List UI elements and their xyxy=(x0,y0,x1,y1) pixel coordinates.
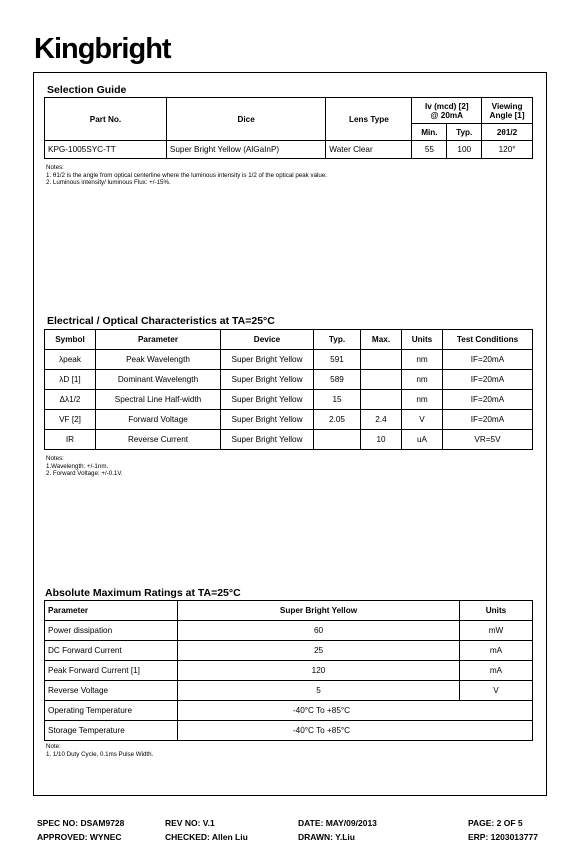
cell-value: 120 xyxy=(178,661,460,681)
electrical-table xyxy=(44,329,533,450)
table-row xyxy=(45,681,533,701)
cell-min: 55 xyxy=(412,141,447,159)
table-row xyxy=(45,141,533,159)
cell-parameter: DC Forward Current xyxy=(45,641,178,661)
page-number: PAGE: 2 OF 5 xyxy=(468,818,523,828)
cell-value: 5 xyxy=(178,681,460,701)
note-line: 1. 1/10 Duty Cycle, 0.1ms Pulse Width. xyxy=(46,750,154,758)
approved-by: APPROVED: WYNEC xyxy=(37,832,122,842)
cell-device: Super Bright Yellow xyxy=(221,410,314,430)
cell-parameter: Reverse Current xyxy=(96,430,221,450)
header-typ: Typ. xyxy=(447,124,482,141)
absolute-ratings-table xyxy=(44,600,533,741)
header-parameter: Parameter xyxy=(96,330,221,350)
table-row xyxy=(45,350,533,370)
cell-device: Super Bright Yellow xyxy=(221,390,314,410)
cell-typ xyxy=(314,430,361,450)
cell-parameter: Operating Temperature xyxy=(45,701,178,721)
cell-device: Super Bright Yellow xyxy=(221,350,314,370)
cell-part-no: KPG-1005SYC-TT xyxy=(45,141,167,159)
header-typ: Typ. xyxy=(314,330,361,350)
table-row xyxy=(45,430,533,450)
cell-device: Super Bright Yellow xyxy=(221,430,314,450)
cell-units: V xyxy=(402,410,443,430)
note-line: Notes: xyxy=(46,164,64,171)
header-max: Max. xyxy=(361,330,402,350)
header-device: Device xyxy=(221,330,314,350)
cell-value: 25 xyxy=(178,641,460,661)
cell-parameter: Dominant Wavelength xyxy=(96,370,221,390)
cell-parameter: Storage Temperature xyxy=(45,721,178,741)
cell-condition: VR=5V xyxy=(443,430,533,450)
checked-by: CHECKED: Allen Liu xyxy=(165,832,248,842)
selection-guide-title: Selection Guide xyxy=(47,84,127,96)
absolute-ratings-title: Absolute Maximum Ratings at TA=25°C xyxy=(45,587,241,599)
note-line: 1.Wavelength: +/-1nm. xyxy=(46,462,109,470)
cell-value: -40°C To +85°C xyxy=(178,721,533,741)
header-dice: Dice xyxy=(166,98,325,141)
cell-device: Super Bright Yellow xyxy=(221,370,314,390)
cell-typ: 100 xyxy=(447,141,482,159)
cell-units: mA xyxy=(460,641,533,661)
electrical-title: Electrical / Optical Characteristics at TA=25°C xyxy=(47,315,275,327)
header-min: Min. xyxy=(412,124,447,141)
cell-angle: 120° xyxy=(482,141,533,159)
table-row xyxy=(45,621,533,641)
table-row xyxy=(45,641,533,661)
cell-parameter: Power dissipation xyxy=(45,621,178,641)
cell-lens: Water Clear xyxy=(326,141,412,159)
cell-condition: IF=20mA xyxy=(443,410,533,430)
electrical-notes xyxy=(46,455,123,478)
cell-units: V xyxy=(460,681,533,701)
cell-symbol: IR xyxy=(45,430,96,450)
table-row xyxy=(45,390,533,410)
cell-typ: 589 xyxy=(314,370,361,390)
cell-units: nm xyxy=(402,370,443,390)
date: DATE: MAY/09/2013 xyxy=(298,818,377,828)
cell-parameter: Peak Wavelength xyxy=(96,350,221,370)
table-row xyxy=(45,721,533,741)
header-super-bright-yellow: Super Bright Yellow xyxy=(178,601,460,621)
note-line: 2. Luminous intensity/ luminous Flux: +/-15%. xyxy=(46,179,171,186)
cell-parameter: Reverse Voltage xyxy=(45,681,178,701)
cell-value: -40°C To +85°C xyxy=(178,701,533,721)
header-units: Units xyxy=(402,330,443,350)
erp-number: ERP: 1203013777 xyxy=(468,832,538,842)
cell-typ: 15 xyxy=(314,390,361,410)
cell-condition: IF=20mA xyxy=(443,370,533,390)
absolute-notes xyxy=(46,743,153,758)
cell-typ: 2.05 xyxy=(314,410,361,430)
note-line: 2. Forward Voltage: +/-0.1V. xyxy=(46,470,123,477)
header-test-conditions: Test Conditions xyxy=(443,330,533,350)
cell-parameter: Peak Forward Current [1] xyxy=(45,661,178,681)
cell-condition: IF=20mA xyxy=(443,350,533,370)
table-row xyxy=(45,661,533,681)
cell-typ: 591 xyxy=(314,350,361,370)
cell-max: 10 xyxy=(361,430,402,450)
selection-guide-table xyxy=(44,97,533,159)
cell-symbol: VF [2] xyxy=(45,410,96,430)
header-iv: Iv (mcd) [2] @ 20mA xyxy=(412,98,482,124)
cell-symbol: λD [1] xyxy=(45,370,96,390)
spec-no: SPEC NO: DSAM9728 xyxy=(37,818,125,828)
cell-max xyxy=(361,350,402,370)
cell-parameter: Forward Voltage xyxy=(96,410,221,430)
cell-condition: IF=20mA xyxy=(443,390,533,410)
cell-units: nm xyxy=(402,390,443,410)
cell-max xyxy=(361,370,402,390)
cell-value: 60 xyxy=(178,621,460,641)
table-row xyxy=(45,410,533,430)
cell-max xyxy=(361,390,402,410)
cell-units: uA xyxy=(402,430,443,450)
rev-no: REV NO: V.1 xyxy=(165,818,215,828)
cell-symbol: λpeak xyxy=(45,350,96,370)
header-parameter: Parameter xyxy=(45,601,178,621)
note-line: Notes: xyxy=(46,455,64,462)
header-theta: 2θ1/2 xyxy=(482,124,533,141)
note-line: 1. θ1/2 is the angle from optical centerline where the luminous intensity is 1/2 of the optical peak value. xyxy=(46,171,328,179)
cell-units: nm xyxy=(402,350,443,370)
cell-units: mW xyxy=(460,621,533,641)
note-line: Note: xyxy=(46,743,61,750)
table-row xyxy=(45,701,533,721)
cell-dice: Super Bright Yellow (AlGaInP) xyxy=(166,141,325,159)
header-symbol: Symbol xyxy=(45,330,96,350)
cell-parameter: Spectral Line Half-width xyxy=(96,390,221,410)
cell-units: mA xyxy=(460,661,533,681)
drawn-by: DRAWN: Y.Liu xyxy=(298,832,355,842)
selection-notes xyxy=(46,164,327,187)
header-part-no: Part No. xyxy=(45,98,167,141)
cell-symbol: Δλ1/2 xyxy=(45,390,96,410)
header-viewing-angle: Viewing Angle [1] xyxy=(482,98,533,124)
header-lens-type: Lens Type xyxy=(326,98,412,141)
header-units: Units xyxy=(460,601,533,621)
table-row xyxy=(45,370,533,390)
cell-max: 2.4 xyxy=(361,410,402,430)
brand-logo: Kingbright xyxy=(34,33,171,65)
